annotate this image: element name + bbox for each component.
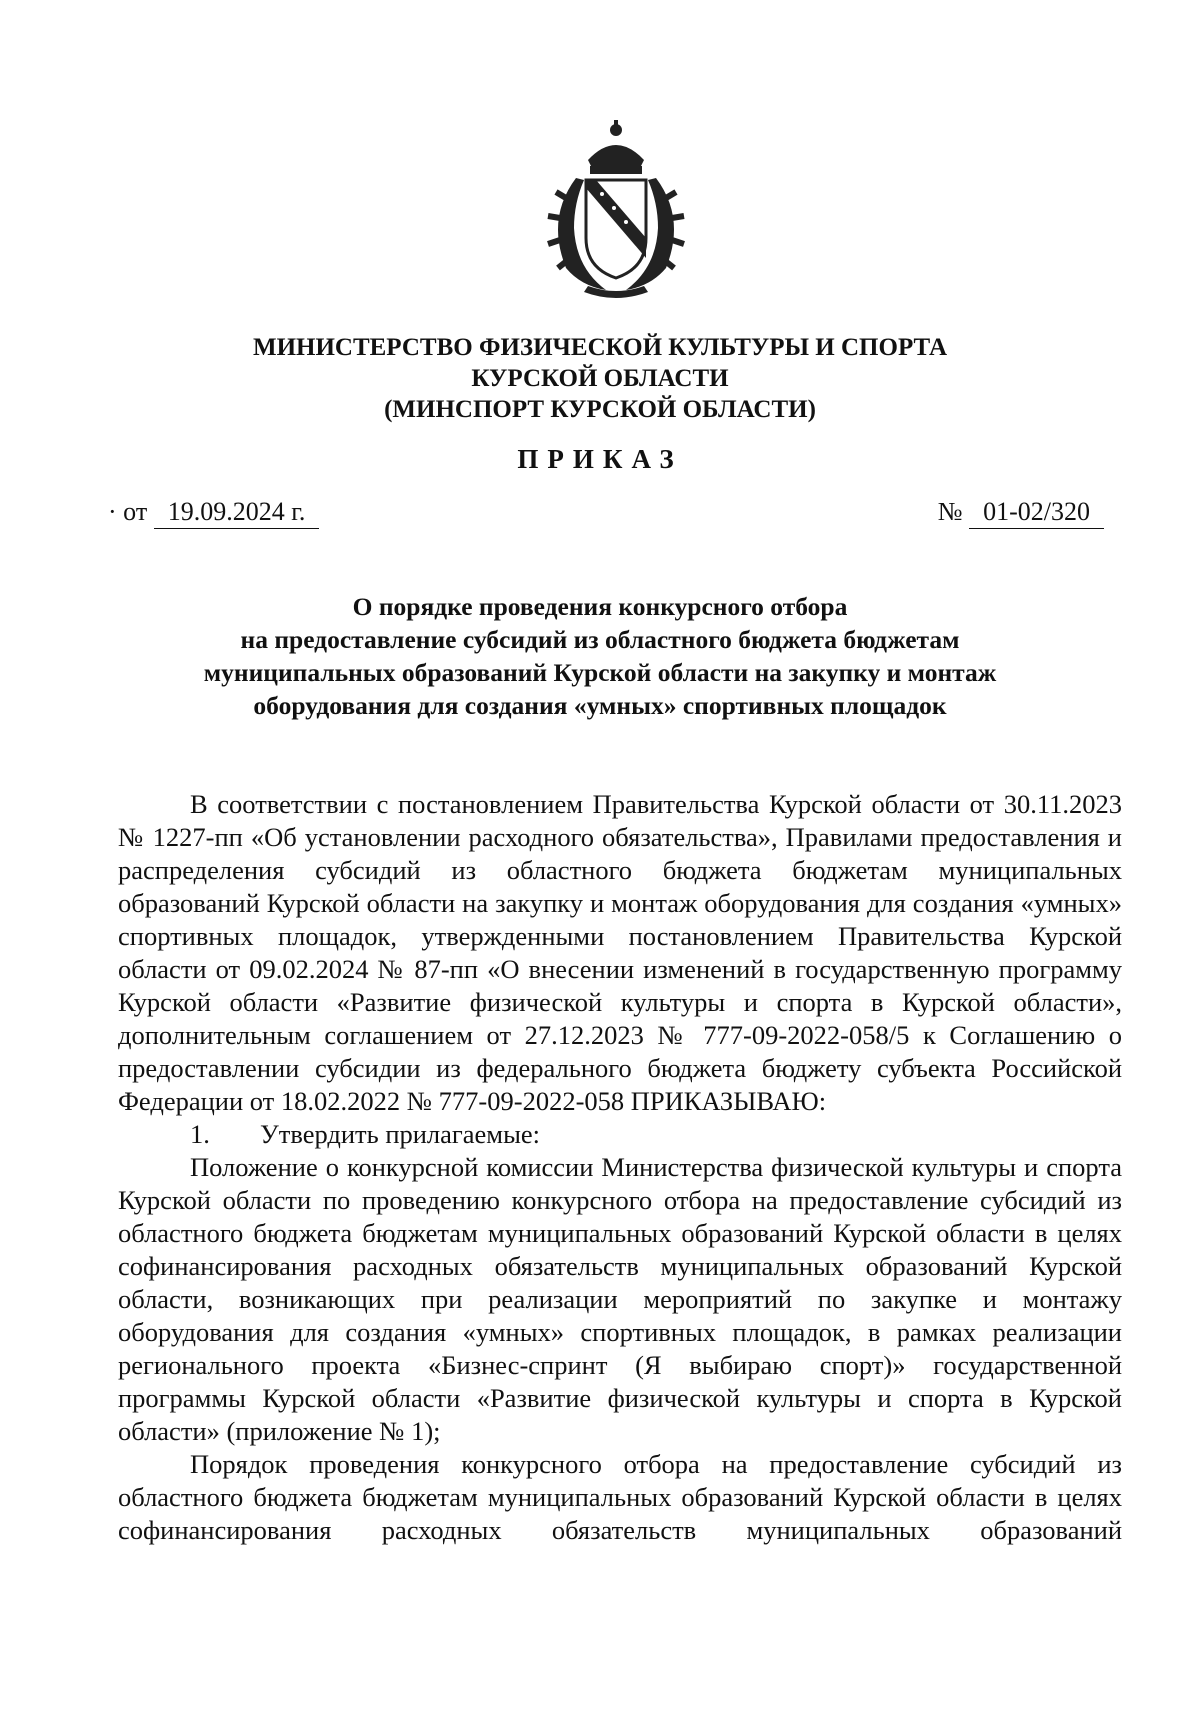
item-number: 1. [190, 1119, 210, 1149]
subject-line: на предоставление субсидий из областного бюджета бюджетам [240, 625, 960, 654]
org-name-line3: (МИНСПОРТ КУРСКОЙ ОБЛАСТИ) [384, 396, 816, 423]
coat-of-arms-icon [536, 118, 696, 298]
subject-line: оборудования для создания «умных» спортивных площадок [253, 691, 947, 720]
org-name-line1: МИНИСТЕРСТВО ФИЗИЧЕСКОЙ КУЛЬТУРЫ И СПОРТА [252, 334, 948, 361]
order-number [938, 497, 1104, 529]
number-prefix: № [937, 497, 963, 526]
date-value: 19.09.2024 г. [154, 497, 320, 529]
item-text: Утвердить прилагаемые: [260, 1119, 541, 1149]
order-item-1 [118, 1118, 1122, 1151]
number-value: 01-02/320 [969, 497, 1104, 529]
procedure-paragraph: Порядок проведения конкурсного отбора на предоставление субсидий из областного бюджета бюджетам муниципальных образований Курской области в целях софинансирования расходных обязательств муниципальных образований [118, 1449, 1122, 1545]
date-prefix: · от [108, 497, 148, 526]
order-date [108, 497, 319, 529]
subject-line: О порядке проведения конкурсного отбора [352, 592, 848, 621]
order-body [118, 788, 1122, 1547]
document-type-title: ПРИКАЗ [517, 444, 683, 474]
preamble-paragraph: В соответствии с постановлением Правительства Курской области от 30.11.2023 № 1227-пп «Об установлении расходного обязательства», Правилами предоставления и распределения субсидий из областного бюджета бюджетам муниципальных образований Курской области на закупку и монтаж оборудования для создания «умных» спортивных площадок, утвержденными постановлением Правительства Курской области от 09.02.2024 № 87-пп «О внесении изменений в государственную программу Курской области «Развитие физической культуры и спорта в Курской области», дополнительным соглашением от 27.12.2023 № 777-09-2022-058/5 к Соглашению о предоставлении субсидии из федерального бюджета бюджету субъекта Российской Федерации от 18.02.2022 № 777-09-2022-058 ПРИКАЗЫВАЮ: [118, 789, 1122, 1116]
order-subject [150, 590, 1050, 722]
organization-header [200, 332, 1000, 425]
org-name-line2: КУРСКОЙ ОБЛАСТИ [471, 365, 729, 392]
regulation-paragraph: Положение о конкурсной комиссии Министерства физической культуры и спорта Курской области по проведению конкурсного отбора на предоставление субсидий из областного бюджета бюджетам муниципальных образований Курской области в целях софинансирования расходных обязательств муниципальных образований Курской области, возникающих при реализации мероприятий по закупке и монтажу оборудования для создания «умных» спортивных площадок, в рамках реализации регионального проекта «Бизнес-спринт (Я выбираю спорт)» государственной программы Курской области «Развитие физической культуры и спорта в Курской области» (приложение № 1); [118, 1152, 1122, 1446]
subject-line: муниципальных образований Курской области на закупку и монтаж [203, 658, 997, 687]
